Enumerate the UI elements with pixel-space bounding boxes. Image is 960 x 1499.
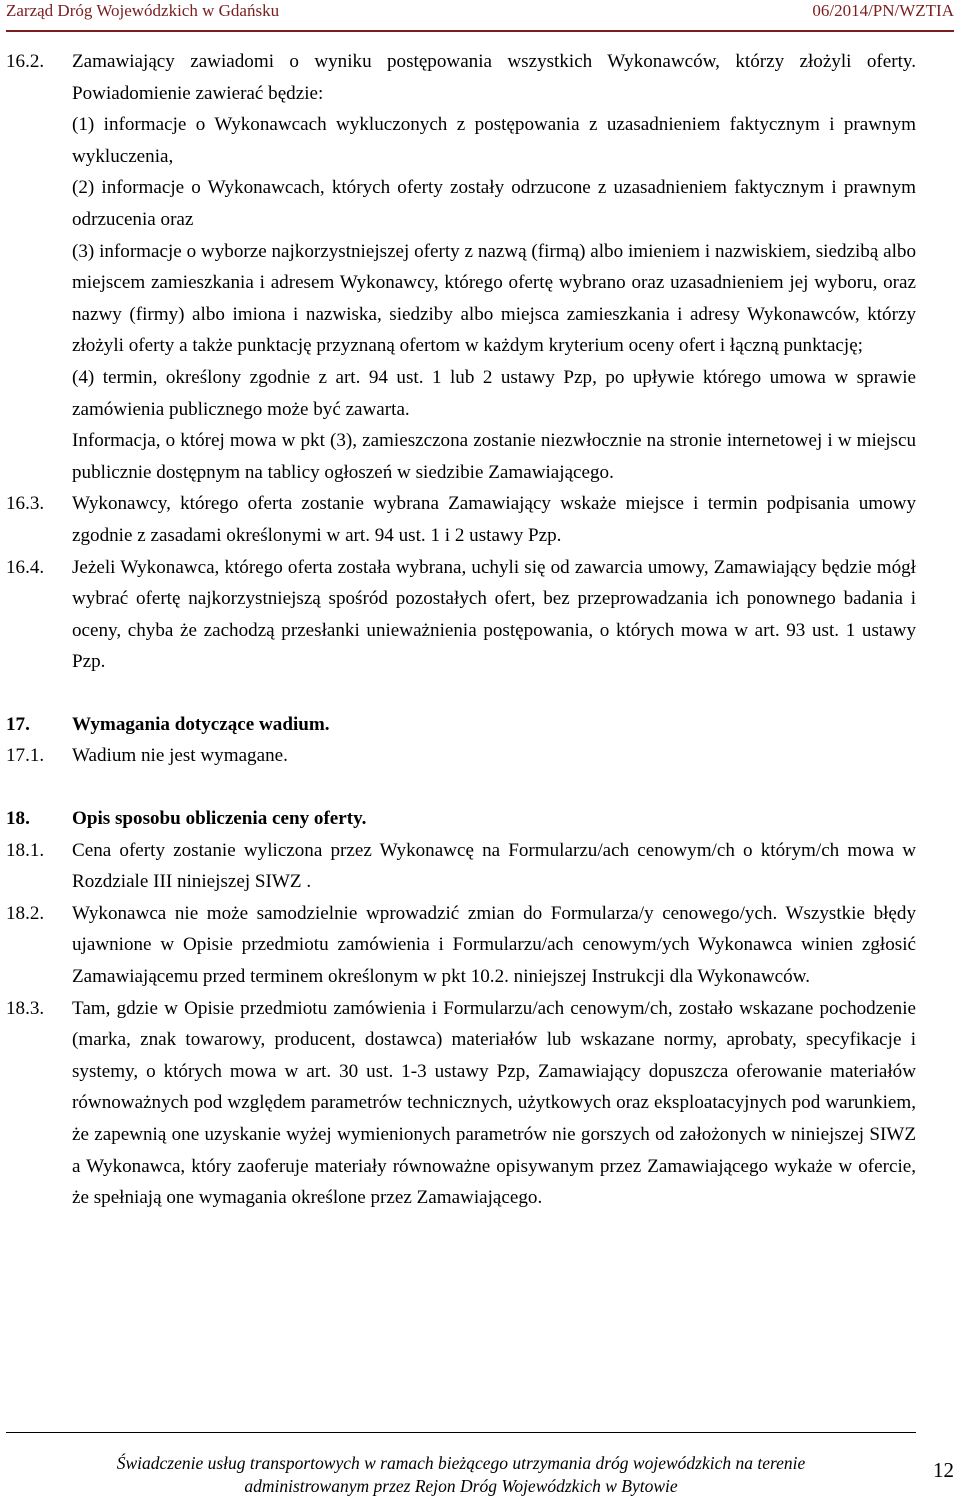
section-16-2 [6, 46, 916, 488]
footer-divider [6, 1432, 916, 1433]
section-number: 16.2. [6, 51, 45, 72]
paragraph: Wykonawca nie może samodzielnie wprowadzić zmian do Formularza/y cenowego/ych. Wszystkie błędy ujawnione w Opisie przedmiotu zamówienia i Formularzu/ach cenowym/ych Wykonawca winien zgłosić Zamawiającemu przed terminem określonym w pkt 10.2. niniejszej Instrukcji dla Wykonawców. [72, 902, 916, 988]
paragraph: Informacja, o której mowa w pkt (3), zamieszczona zostanie niezwłocznie na stronie internetowej i w miejscu publicznie dostępnym na tablicy ogłoszeń w siedzibie Zamawiającego. [72, 430, 916, 483]
section-18-1 [6, 835, 916, 898]
section-16-4 [6, 552, 916, 678]
section-title: Wymagania dotyczące wadium. [72, 713, 330, 735]
paragraph: Cena oferty zostanie wyliczona przez Wykonawcę na Formularzu/ach cenowym/ch o którym/ch mowa w Rozdziale III niniejszej SIWZ . [72, 839, 916, 893]
section-16-3 [6, 488, 916, 551]
page-footer [6, 1452, 916, 1498]
section-18-2 [6, 898, 916, 993]
paragraph: Zamawiający zawiadomi o wyniku postępowania wszystkich Wykonawców, którzy złożyli oferty. Powiadomienie zawierać będzie: [72, 51, 916, 104]
section-18-3 [6, 993, 916, 1214]
list-item: (1) informacje o Wykonawcach wykluczonych z postępowania z uzasadnieniem faktycznym i prawnym wykluczenia, [72, 114, 916, 167]
paragraph: Wykonawcy, którego oferta zostanie wybrana Zamawiający wskaże miejsce i termin podpisania umowy zgodnie z zasadami określonymi w art. 94 ust. 1 i 2 ustawy Pzp. [72, 493, 916, 546]
footer-line: administrowanym przez Rejon Dróg Wojewódzkich w Bytowie [244, 1476, 678, 1496]
section-number: 18.2. [6, 902, 45, 924]
section-title: Opis sposobu obliczenia ceny oferty. [72, 808, 367, 830]
section-number: 16.3. [6, 493, 45, 515]
section-number: 18. [6, 808, 30, 830]
paragraph: Jeżeli Wykonawca, którego oferta została wybrana, uchyli się od zawarcia umowy, Zamawiający będzie mógł wybrać ofertę najkorzystniejszą spośród pozostałych ofert, bez przeprowadzania ich ponownego badania i oceny, chyba że zachodzą przesłanki unieważnienia postępowania, o których mowa w art. 93 ust. 1 ustawy Pzp. [72, 556, 916, 673]
page-header [6, 0, 954, 32]
list-item: (4) termin, określony zgodnie z art. 94 ust. 1 lub 2 ustawy Pzp, po upływie którego umowa w sprawie zamówienia publicznego może być zawarta. [72, 366, 916, 420]
header-organization: Zarząd Dróg Wojewódzkich w Gdańsku [6, 1, 280, 20]
section-17-1 [6, 740, 916, 772]
header-reference-number: 06/2014/PN/WZTIA [812, 1, 954, 20]
document-body [6, 46, 916, 1214]
paragraph: Wadium nie jest wymagane. [72, 745, 288, 767]
list-item: (2) informacje o Wykonawcach, których oferty zostały odrzucone z uzasadnieniem faktycznym i prawnym odrzucenia oraz [72, 177, 916, 230]
paragraph: Tam, gdzie w Opisie przedmiotu zamówienia i Formularzu/ach cenowym/ch, zostało wskazane pochodzenie (marka, znak towarowy, producent, dostawca) materiałów lub wskazane normy, aprobaty, specyfikacje i systemy, o których mowa w art. 30 ust. 1-3 ustawy Pzp, Zamawiający dopuszcza oferowanie materiałów równoważnych pod względem parametrów technicznych, użytkowych oraz eksploatacyjnych pod warunkiem, że zapewnią one uzyskanie wyżej wymienionych parametrów nie gorszych od założonych w niniejszej SIWZ a Wykonawca, który zaoferuje materiały równoważne opisywanym przez Zamawiającego wykaże w ofercie, że spełniają one wymagania określone przez Zamawiającego. [72, 997, 916, 1209]
section-number: 18.1. [6, 839, 45, 861]
section-number: 17.1. [6, 745, 45, 767]
section-17-heading [6, 709, 916, 741]
section-number: 17. [6, 713, 30, 735]
footer-line: Świadczenie usług transportowych w ramach bieżącego utrzymania dróg wojewódzkich na terenie [116, 1453, 806, 1473]
section-number: 16.4. [6, 556, 45, 578]
list-item: (3) informacje o wyborze najkorzystniejszej oferty z nazwą (firmą) albo imieniem i nazwiskiem, siedzibą albo miejscem zamieszkania i adresem Wykonawcy, którego ofertę wybrano oraz uzasadnieniem jej wyboru, oraz nazwy (firmy) albo imiona i nazwiska, siedziby albo miejsca zamieszkania i adresy Wykonawców, którzy złożyli oferty a także punktację przyznaną ofertom w każdym kryterium oceny ofert i łączną punktację; [72, 240, 916, 357]
section-18-heading [6, 803, 916, 835]
page-number: 12 [933, 1458, 954, 1482]
section-number: 18.3. [6, 997, 45, 1019]
